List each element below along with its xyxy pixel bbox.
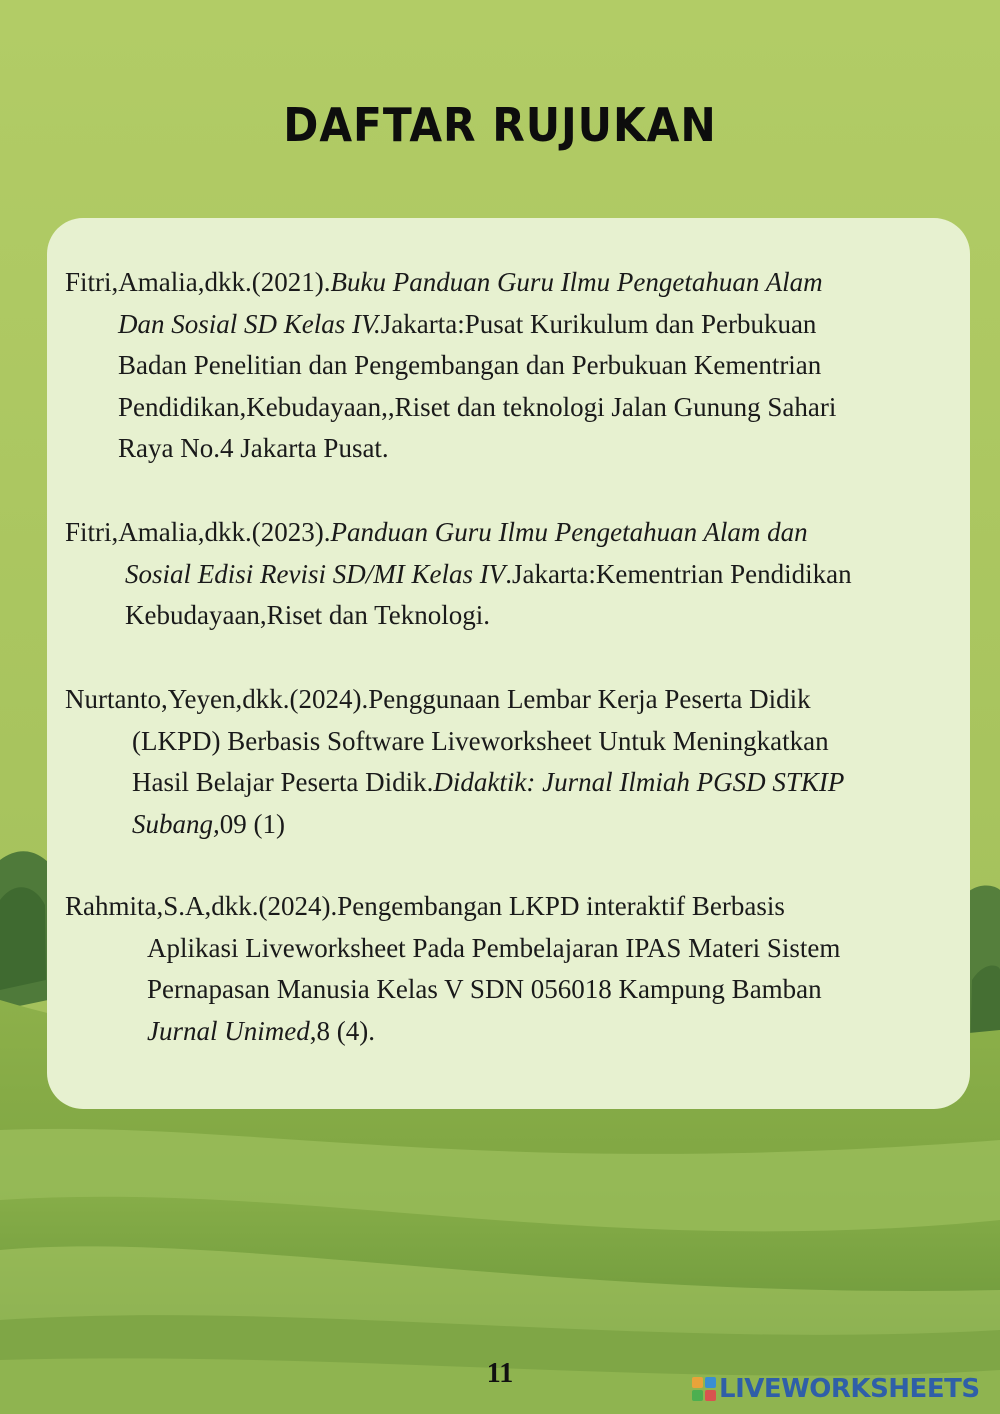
reference-text: 09 (1) <box>219 808 285 839</box>
reference-line <box>65 886 840 928</box>
reference-title: Dan Sosial SD Kelas IV. <box>118 308 381 339</box>
reference-line <box>65 804 844 846</box>
reference-title: Sosial Edisi Revisi SD/MI Kelas IV <box>125 558 506 589</box>
reference-line <box>65 304 836 346</box>
reference-text: Nurtanto,Yeyen,dkk.(2024).Penggunaan Lembar Kerja Peserta Didik <box>65 684 811 714</box>
reference-title: Didaktik: Jurnal Ilmiah PGSD STKIP <box>433 767 845 798</box>
liveworksheets-icon <box>692 1377 716 1401</box>
reference-text: Badan Penelitian dan Pengembangan dan Perbukuan Kementrian <box>118 350 822 381</box>
reference-line <box>65 262 836 304</box>
reference-entry <box>65 512 852 637</box>
reference-text: Kebudayaan,Riset dan Teknologi. <box>125 600 491 631</box>
reference-text: Rahmita,S.A,dkk.(2024).Pengembangan LKPD interaktif Berbasis <box>65 891 785 921</box>
reference-line <box>65 554 852 596</box>
reference-line <box>65 928 840 970</box>
reference-text: Fitri,Amalia,dkk.(2021). <box>65 267 331 297</box>
reference-line <box>65 1011 840 1053</box>
brand-name: LIVEWORKSHEETS <box>719 1374 980 1404</box>
reference-text: Fitri,Amalia,dkk.(2023). <box>65 517 331 547</box>
reference-text: Jakarta:Pusat Kurikulum dan Perbukuan <box>380 308 817 339</box>
reference-text: Pernapasan Manusia Kelas V SDN 056018 Kampung Bamban <box>147 974 822 1005</box>
reference-line <box>65 969 840 1011</box>
reference-title: Panduan Guru Ilmu Pengetahuan Alam dan <box>330 517 808 547</box>
reference-text: ,8 (4). <box>309 1015 375 1046</box>
reference-text: .Jakarta:Kementrian Pendidikan <box>505 558 852 589</box>
reference-line <box>65 721 844 763</box>
reference-line <box>65 345 836 387</box>
reference-line <box>65 512 852 554</box>
reference-text: Hasil Belajar Peserta Didik. <box>132 767 434 798</box>
reference-entry <box>65 886 840 1052</box>
reference-title: Subang, <box>132 808 220 839</box>
reference-line <box>65 595 852 637</box>
reference-line <box>65 387 836 429</box>
reference-title: Jurnal Unimed <box>147 1015 310 1046</box>
reference-entry <box>65 262 836 470</box>
reference-text: Pendidikan,Kebudayaan,,Riset dan teknologi Jalan Gunung Sahari <box>118 391 837 422</box>
reference-text: Raya No.4 Jakarta Pusat. <box>118 433 389 464</box>
reference-text: (LKPD) Berbasis Software Liveworksheet Untuk Meningkatkan <box>132 725 829 756</box>
reference-line <box>65 679 844 721</box>
page-number: 11 <box>486 1358 514 1389</box>
reference-line <box>65 762 844 804</box>
page-title: DAFTAR RUJUKAN <box>283 98 717 152</box>
reference-line <box>65 428 836 470</box>
liveworksheets-logo[interactable] <box>692 1374 980 1404</box>
reference-entry <box>65 679 844 845</box>
reference-title: Buku Panduan Guru Ilmu Pengetahuan Alam <box>330 267 823 297</box>
reference-text: Aplikasi Liveworksheet Pada Pembelajaran IPAS Materi Sistem <box>147 932 841 963</box>
